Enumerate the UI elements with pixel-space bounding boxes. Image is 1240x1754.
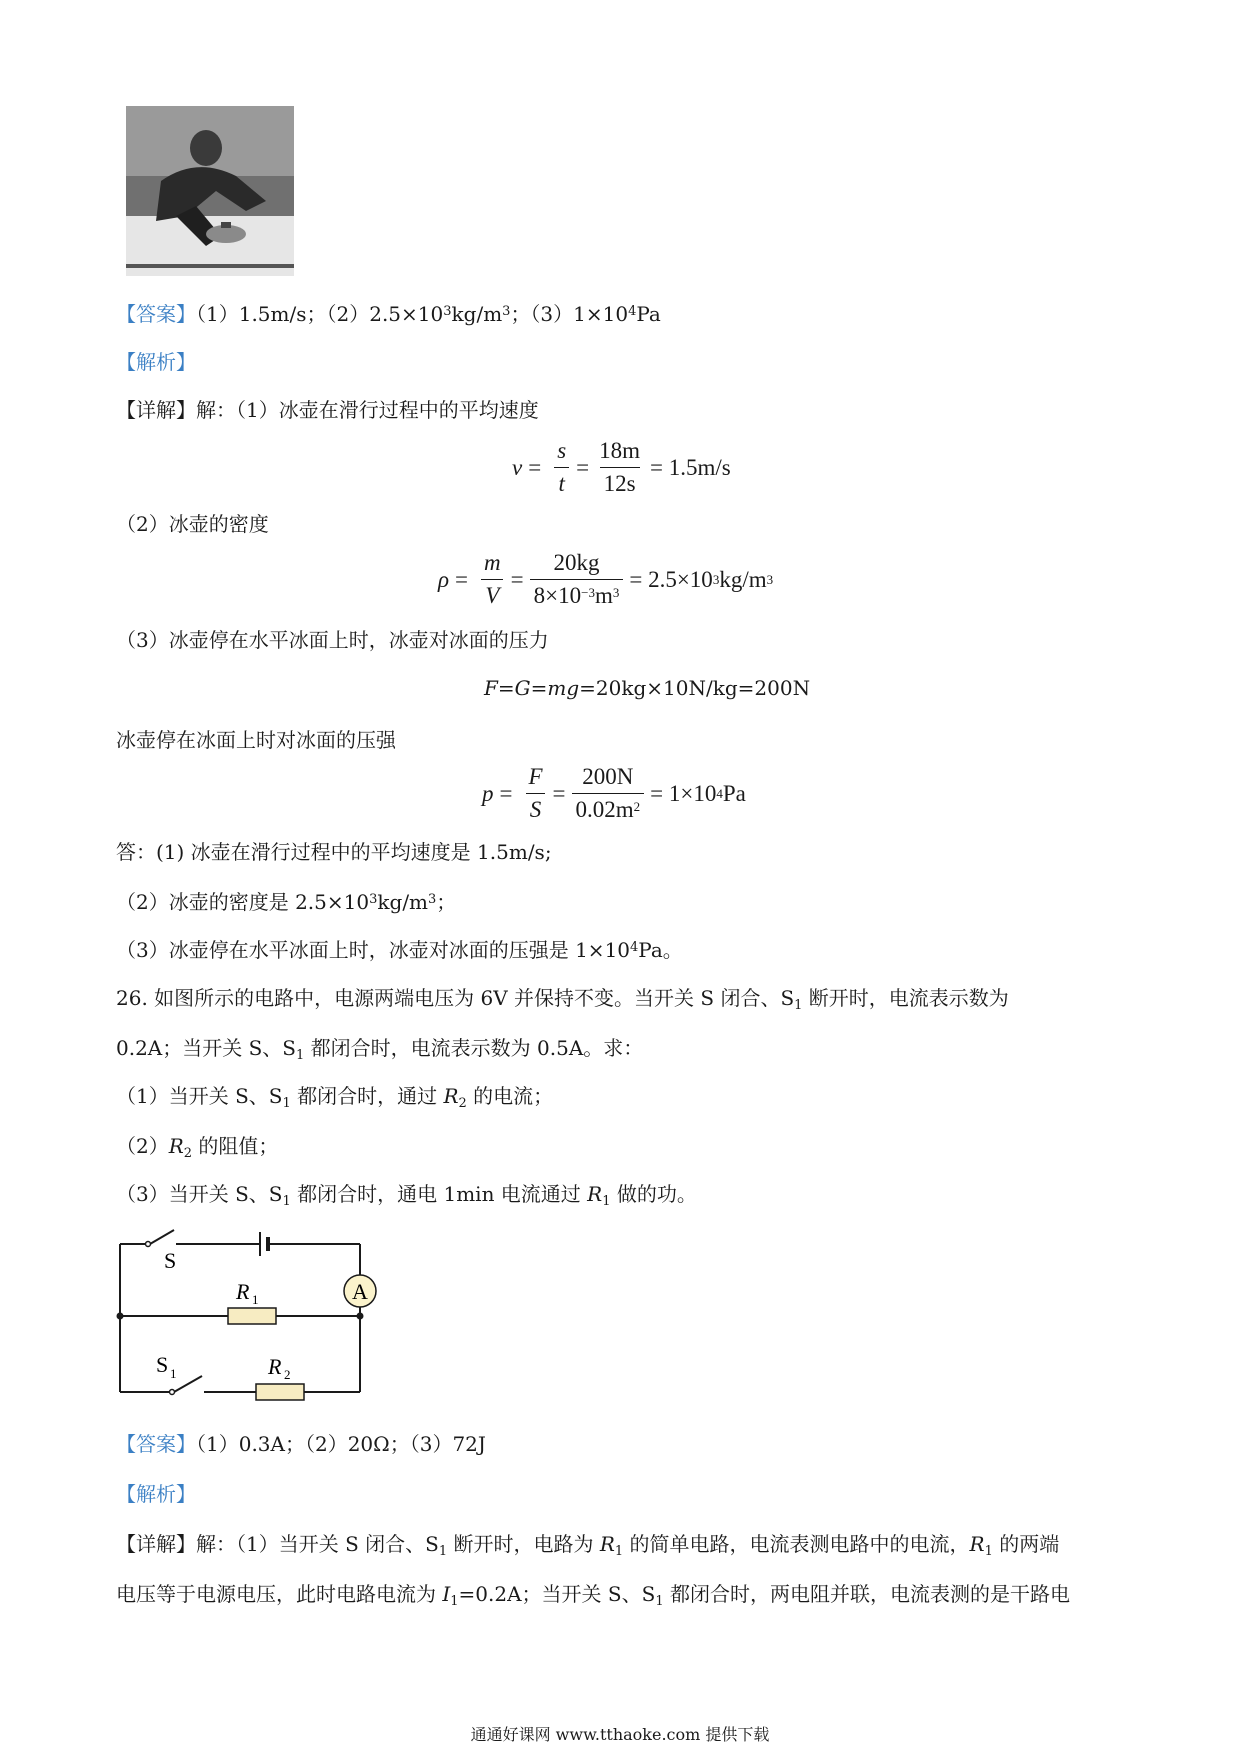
conclusion-25-1: 答：(1) 冰壶在滑行过程中的平均速度是 1.5m/s; xyxy=(116,840,552,864)
conclusion-25-3: （3）冰壶停在水平冰面上时，冰壶对冰面的压强是 $1\times 10^4Pa$。 xyxy=(116,938,683,962)
question-26-part3: （3）当开关 S、$S_1$ 都闭合时，通电 1min 电流通过 $R_1$ 做的功。 xyxy=(116,1182,697,1209)
conclusion-25-2: （2）冰壶的密度是 $2.5\times 10^3kg/m^3$； xyxy=(116,890,457,914)
r2-subscript: 2 xyxy=(284,1367,291,1382)
junction-left xyxy=(117,1313,124,1320)
answer-25: 【答案】（1）1.5m/s；$(2)2.5\times 10^3kg/m^3$；$(3)1\times 10^4Pa$ xyxy=(116,302,661,326)
ammeter-label: A xyxy=(352,1279,368,1304)
detail-25-step3: （3）冰壶停在水平冰面上时，冰壶对冰面的压力 xyxy=(116,628,549,652)
question-26-part1: （1）当开关 S、$S_1$ 都闭合时，通过 $R_2$ 的电流； xyxy=(116,1084,554,1111)
r1-subscript: 1 xyxy=(252,1292,259,1307)
answer-26: 【答案】（1）0.3A；（2）20Ω；（3）72J xyxy=(116,1432,486,1456)
switch-s1-label: S xyxy=(156,1352,169,1377)
question-26-line1: 26. 如图所示的电路中，电源两端电压为 6V 并保持不变。当开关 S 闭合、$S_1$ 断开时，电流表示数为 xyxy=(116,986,1009,1013)
detail-26-line1: 【详解】解：（1）当开关 S 闭合、$S_1$ 断开时，电路为 $R_1$ 的简单电路，电流表测电路中的电流，$R_1$ 的两端 xyxy=(116,1532,1060,1559)
detail-26-line2: 电压等于电源电压，此时电路电流为 $I_1=0.2A$；当开关 S、$S_1$ 都闭合时，两电阻并联，电流表测的是干路电 xyxy=(116,1582,1070,1609)
curling-photo xyxy=(126,106,294,276)
detail-25-intro: 【详解】解：（1）冰壶在滑行过程中的平均速度 xyxy=(116,398,539,422)
question-26-line2: 0.2A；当开关 S、$S_1$ 都闭合时，电流表示数为 0.5A。求： xyxy=(116,1036,644,1063)
r2-label: R xyxy=(268,1354,282,1379)
switch-s-contact xyxy=(146,1242,151,1247)
switch-s-label: S xyxy=(164,1248,177,1273)
formula-pressure: p = $\frac{F}{S}$ = $\frac{200N}{0.02m^2}$ = 1×10 4 Pa xyxy=(482,764,746,822)
switch-s1-subscript: 1 xyxy=(170,1366,177,1381)
detail-25-step4: 冰壶停在冰面上时对冰面的压强 xyxy=(116,728,396,752)
analysis-tag-26: 【解析】 xyxy=(116,1482,196,1506)
junction-right xyxy=(357,1313,364,1320)
switch-s1-contact xyxy=(170,1390,175,1395)
analysis-tag: 【解析】 xyxy=(116,350,196,374)
switch-s-lever xyxy=(150,1230,174,1244)
detail-25-step2: （2）冰壶的密度 xyxy=(116,512,269,536)
r1-label: R xyxy=(236,1279,250,1304)
formula-velocity: v = $\frac{s}{t}$ = $\frac{18m}{12s}$ = 1.5m/s xyxy=(512,438,731,496)
answer-tag: 【答案】 xyxy=(116,302,196,326)
circuit-diagram xyxy=(110,1222,380,1412)
formula-force: F=G=mg=20kg×10N/kg=200N xyxy=(484,676,811,700)
question-26-part2: $(2)R_2$ 的阻值； xyxy=(116,1134,279,1161)
curling-photo-illustration xyxy=(126,106,294,276)
resistor-r2 xyxy=(256,1384,304,1400)
formula-density: ρ = $\frac{m}{V}$ = $\frac{20kg}{8\times 10^{-3}m^3}$ = 2.5×10 3 kg/m 3 xyxy=(438,550,774,608)
switch-s1-lever xyxy=(174,1376,202,1392)
resistor-r1 xyxy=(228,1308,276,1324)
footer-watermark: 通通好课网 www.tthaoke.com 提供下载 xyxy=(470,1725,770,1744)
